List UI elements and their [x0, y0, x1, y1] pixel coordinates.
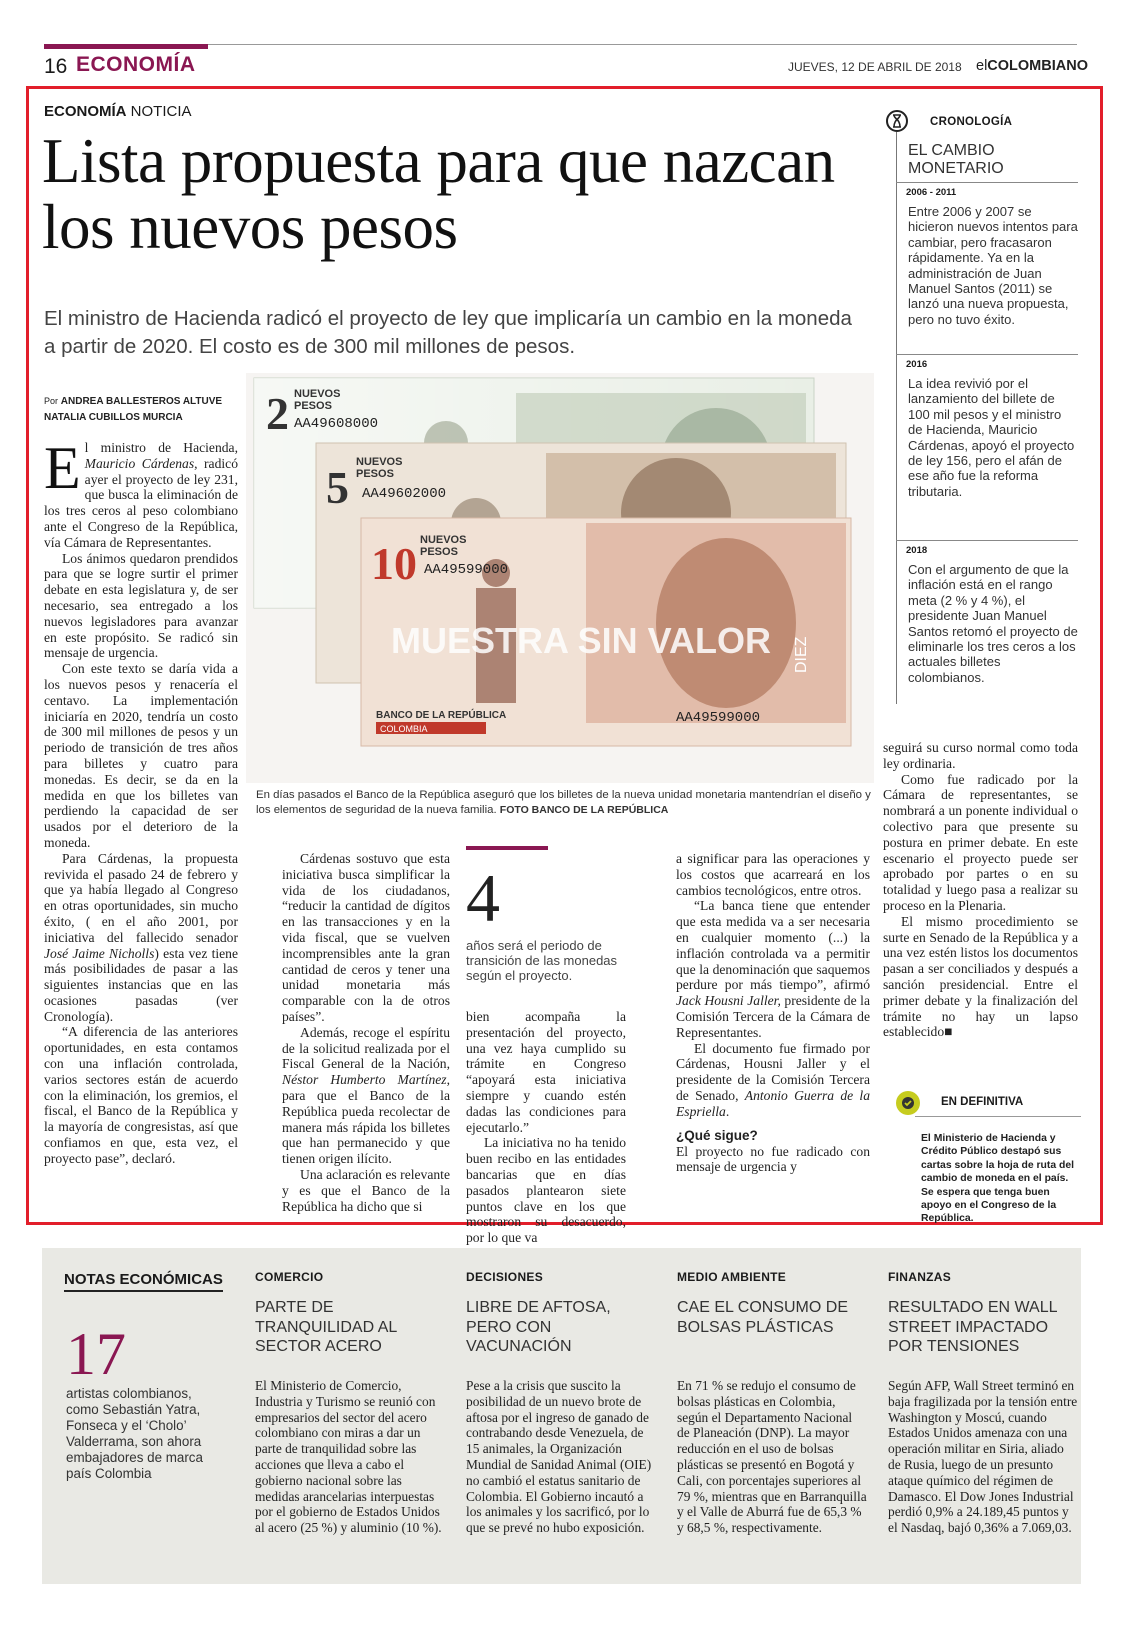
banknote-2-label-2: PESOS — [294, 400, 332, 412]
photo-caption — [256, 788, 876, 818]
banknote-5-serial: AA49602000 — [362, 486, 447, 502]
person-name: Mauricio Cárdenas — [84, 455, 195, 471]
banknote-watermark: MUESTRA SIN VALOR — [391, 620, 772, 661]
banknote-bank-name: BANCO DE LA REPÚBLICA — [376, 710, 507, 721]
kicker-section: ECONOMÍA — [44, 103, 127, 120]
subhead: ¿Qué sigue? — [676, 1127, 758, 1143]
article-column-1 — [44, 435, 238, 1167]
hourglass-icon — [886, 110, 908, 132]
en-definitiva-rule — [915, 1116, 1081, 1117]
nota-finanzas — [888, 1270, 1078, 1536]
banknote-5-label-2: PESOS — [356, 468, 394, 480]
paragraph: presidente de la Comisión Tercera de la Cámara de Representantes. — [676, 993, 870, 1040]
banknote-2-value: 2 — [266, 388, 289, 439]
paragraph: “A diferencia de las anteriores oportunidades, en esta contamos con una inflación controlada, varios sectores están de acuerdo con la eliminación, los gremios, el fiscal, el Banco de la República y la mayoría de congresistas, así que confiamos en que, esta vez, el proyecto pase”, declaró. — [44, 1024, 238, 1166]
paragraph: l ministro de Hacienda, — [84, 440, 238, 455]
era-text: Con el argumento de que la inflación está en el rango meta (2 % y 4 %), el presidente Juan Manuel Santos retomó el proyecto de eliminarle los tres ceros a los actuales billetes colombianos. — [908, 562, 1078, 685]
era-year: 2018 — [906, 545, 928, 556]
paragraph: , radicó ayer el proyecto de ley 231, que busca la eliminación de los tres ceros al peso colombiano ante el Congreso de la República, vía Cámara de Representantes. — [44, 455, 238, 550]
nota-comercio — [255, 1270, 445, 1536]
banknote-10-label-1: NUEVOS — [420, 534, 467, 546]
notas-number-text: artistas colombianos, como Sebastián Yatra, Fonseca y el ‘Cholo’ Valderrama, son ahora embajadores de marca país Colombia — [66, 1386, 203, 1481]
nota-body: Pese a la crisis que suscito la posibilidad de un nuevo brote de aftosa por el ingreso de ganado de contrabando desde Venezuela, de 15 animales, la Organización Mundial de Sanidad Animal (OIE) no cambió el estatus sanitario de Colombia. El Gobierno incautó a los animales y los sacrificó, por lo que se prevé no hubo exposición. — [466, 1378, 652, 1536]
banknote-10-serial: AA49599000 — [424, 562, 509, 578]
paragraph: ) esta vez tiene más posibilidades de pasar a las siguientes instancias que en las ocasiones pasadas (ver Cronología). — [44, 945, 238, 1024]
nota-headline: PARTE DE TRANQUILIDAD AL SECTOR ACERO — [255, 1299, 397, 1355]
person-name: José Jaime Nicholls — [44, 945, 155, 961]
banknote-10-value: 10 — [371, 538, 417, 589]
paragraph: bien acompaña la presentación del proyecto, una vez haya cumplido su trámite en Congreso “apoyará esta iniciativa siempre y cuando estén dadas las condiciones para ejecutarlo.” — [466, 1009, 626, 1135]
article-column-4 — [676, 851, 870, 1175]
nota-headline: CAE EL CONSUMO DE BOLSAS PLÁSTICAS — [677, 1299, 848, 1336]
drop-cap: E — [44, 435, 81, 501]
checkmark-badge-icon — [895, 1090, 921, 1116]
kicker-type: NOTICIA — [130, 103, 192, 120]
byline-author-1: ANDREA BALLESTEROS ALTUVE — [60, 396, 223, 407]
paragraph: a significar para las operaciones y los costos que acarreará en los cambios tecnológicos, entre otros. — [676, 851, 870, 898]
paragraph: Para Cárdenas, la propuesta revivida el pasado 24 de febrero y que ya había llegado al Congreso en otras oportunidades, sin mucho éxito, ( en el año 2001, por iniciativa del fallecido senador — [44, 850, 238, 945]
header-rule — [44, 44, 1077, 45]
person-name: Jack Housni Jaller, — [676, 993, 781, 1009]
nota-body: El Ministerio de Comercio, Industria y Turismo se reunió con empresarios del sector del acero colombiano con miras a dar un parte de tranquilidad sobre las acciones que lleva a cabo el gobierno nacional sobre las medidas arancelarias interpuestas por el gobierno de Estados Unidos al acero (25 %) y aluminio (10 %). — [255, 1378, 442, 1536]
nota-body: Según AFP, Wall Street terminó en baja fragilizada por la tensión entre Washington y Moscú, cuando Estados Unidos amenaza con una operación militar en Siria, aliado de Rusia, luego de un presunto ataque químico del régimen de Damasco. El Dow Jones Industrial perdió 0,9% a 24.189,45 puntos y el Nasdaq, bajó 0,36% a 7.069,03. — [888, 1378, 1078, 1536]
article-kicker — [44, 103, 192, 120]
section-name[interactable]: ECONOMÍA — [76, 53, 196, 76]
paragraph: El mismo procedimiento se surte en Senado de la República y a una vez estén listos los documentos pasan a ser conciliados y después a sanción presidencial. Entre el primer debate y la finalización del trámite no hay un lapso establecido■ — [883, 913, 1078, 1040]
banknote-10-serial-2: AA49599000 — [676, 710, 761, 726]
nota-headline: LIBRE DE AFTOSA, PERO CON VACUNACIÓN — [466, 1299, 611, 1355]
era-text: Entre 2006 y 2007 se hicieron nuevos intentos para cambiar, pero fracasaron rápidamente. Ya en la administración de Juan Manuel Santos (2011) se lanzó una nueva propuesta, pero no tuvo éxito. — [908, 204, 1078, 327]
banknote-10-pesos — [361, 518, 851, 746]
chronology-era — [896, 182, 1078, 327]
banknotes-photo[interactable] — [246, 373, 874, 783]
nota-category: COMERCIO — [255, 1270, 324, 1284]
deck: El ministro de Hacienda radicó el proyecto de ley que implicaría un cambio en la moneda a partir de 2020. El costo es de 300 mil millones de pesos. — [44, 307, 852, 358]
nota-body: En 71 % se redujo el consumo de bolsas plásticas en Colombia, según el Departamento Nacional de Planeación (DNP). La mayor reducción en el uso de bolsas plásticas se presentó en Bogotá y Cali, con porcentajes superiores al 79 %, mientras que en Barranquilla y el Valle de Aburrá fue de 65,3 % y 68,5 %, respectivamente. — [677, 1378, 867, 1536]
banknote-side-text: DIEZ — [793, 636, 810, 673]
caption-text: En días pasados el Banco de la República aseguró que los billetes de la nueva unidad monetaria mantendrían el diseño y los elementos de seguridad de la nueva familia. — [256, 789, 871, 816]
paragraph: , para que el Banco de la República pueda recolectar de manera más rápida los billetes que han permanecido y que tienen origen ilícito. — [282, 1072, 450, 1167]
factbox-number: 4 — [466, 860, 500, 936]
paragraph: “La banca tiene que entender que esta medida va a ser necesaria en cualquier momento (...) la inflación controlada va a permitir que la denominación que saquemos perdure por más tiempo”, afirmó — [676, 898, 870, 993]
chronology-era — [896, 354, 1078, 499]
paragraph: Los ánimos quedaron prendidos para que se logre surtir el primer debate en esta legislatura y, de ser necesario, sea entregado a los nuevos legisladores para avanzar en este propósito. Se radicó sin mensaje de urgencia. — [44, 550, 238, 661]
paragraph: Como fue radicado por la Cámara de representantes, se nombrará a un ponente individual o colectivo para que presente su postura en primer debate. En este escenario el proyecto puede ser aprobado por partes o en su totalidad y luego pasa a realizar su proceso en la Plenaria. — [883, 771, 1078, 913]
byline — [44, 393, 234, 426]
banknote-2-label-1: NUEVOS — [294, 388, 341, 400]
photo-credit: FOTO BANCO DE LA REPÚBLICA — [499, 804, 669, 816]
banknote-10-label-2: PESOS — [420, 546, 458, 558]
banknote-country: COLOMBIA — [380, 724, 428, 734]
section-accent-bar — [44, 44, 208, 49]
person-name: Antonio Guerra de la Espriella — [676, 1087, 871, 1119]
nota-decisiones — [466, 1270, 656, 1536]
factbox-text: años será el periodo de transición de las monedas según el proyecto. — [466, 938, 618, 983]
nota-medio-ambiente — [677, 1270, 867, 1536]
nota-headline: RESULTADO EN WALL STREET IMPACTADO POR TENSIONES — [888, 1299, 1057, 1355]
banknote-5-value: 5 — [326, 462, 349, 513]
nota-category: MEDIO AMBIENTE — [677, 1270, 787, 1284]
notas-big-number: 17 — [66, 1321, 126, 1387]
logo-name: COLOMBIANO — [987, 58, 1088, 74]
issue-date: JUEVES, 12 DE ABRIL DE 2018 — [788, 60, 962, 74]
chronology-sidebar — [896, 110, 1078, 710]
en-definitiva-label: EN DEFINITIVA — [941, 1096, 1024, 1108]
paragraph: El documento fue firmado por Cárdenas, Housni Jaller y el presidente de la Comisión Tercera de Senado, — [676, 1040, 870, 1103]
en-definitiva-text: El Ministerio de Hacienda y Crédito Público destapó sus cartas sobre la hoja de ruta del cambio de moneda en el país. Se espera que tenga buen apoyo en el Congreso de la República. — [921, 1133, 1075, 1225]
newspaper-logo[interactable] — [976, 58, 1088, 74]
paragraph: . — [725, 1103, 730, 1119]
person-name: Néstor Humberto Martínez — [282, 1072, 447, 1088]
article-column-3 — [466, 1009, 626, 1246]
byline-author-2: NATALIA CUBILLOS MURCIA — [44, 412, 183, 423]
paragraph: Cárdenas sostuvo que esta iniciativa busca simplificar la vida de los ciudadanos, “reducir la cantidad de dígitos en las transacciones y en la vida fiscal, que se vuelven incomprensibles ante la gran cantidad de ceros y tener una unidad monetaria más comparable con la de otros países”. — [282, 851, 450, 1024]
logo-el: el — [976, 58, 988, 74]
era-year: 2006 - 2011 — [906, 187, 957, 198]
paragraph: La iniciativa no ha tenido buen recibo en las entidades bancarias que en días pasados plantearon siete puntos clave en los que mostraron su desacuerdo, por lo que va — [466, 1135, 626, 1246]
chronology-era — [896, 540, 1078, 685]
article-column-5 — [883, 740, 1078, 1040]
notas-title: NOTAS ECONÓMICAS — [64, 1271, 223, 1292]
chronology-title: EL CAMBIO MONETARIO — [908, 142, 1004, 177]
era-year: 2016 — [906, 359, 928, 370]
paragraph: El proyecto no fue radicado con mensaje de urgencia y — [676, 1143, 870, 1175]
paragraph: Con este texto se daría vida a los nuevos pesos y renacería el centavo. La implementación iniciaría en 2020, tendría un costo de 300 mil millones de pesos y un periodo de transición de tres años para billetes y cuatro para monedas. Es decir, se da en la medida en que los billetes van perdiendo la capacidad de ser usados por el deterioro de la moneda. — [44, 661, 238, 850]
article-column-2 — [282, 851, 450, 1214]
factbox — [466, 846, 626, 983]
banknote-5-label-1: NUEVOS — [356, 456, 403, 468]
chronology-label: CRONOLOGÍA — [930, 116, 1013, 128]
banknote-2-serial: AA49608000 — [294, 416, 379, 432]
paragraph: Además, recoge el espíritu de la solicitud realizada por el Fiscal General de la Nación, — [282, 1024, 450, 1072]
banknotes-illustration — [246, 373, 874, 783]
page-number: 16 — [44, 55, 68, 78]
byline-por: Por — [44, 396, 59, 406]
nota-category: FINANZAS — [888, 1270, 952, 1284]
paragraph: Una aclaración es relevante y es que el Banco de la República ha dicho que si — [282, 1166, 450, 1214]
factbox-accent — [466, 846, 548, 850]
nota-category: DECISIONES — [466, 1270, 544, 1284]
era-text: La idea revivió por el lanzamiento del billete de 100 mil pesos y el ministro de Hacienda, Mauricio Cárdenas, apoyó el proyecto de ley 156, pero el afán de ese año fue la reforma tributaria. — [908, 376, 1075, 499]
paragraph: seguirá su curso normal como toda ley ordinaria. — [883, 740, 1078, 771]
en-definitiva-box — [883, 1090, 1078, 1225]
headline: Lista propuesta para que nazcan los nuevos pesos — [42, 126, 835, 262]
